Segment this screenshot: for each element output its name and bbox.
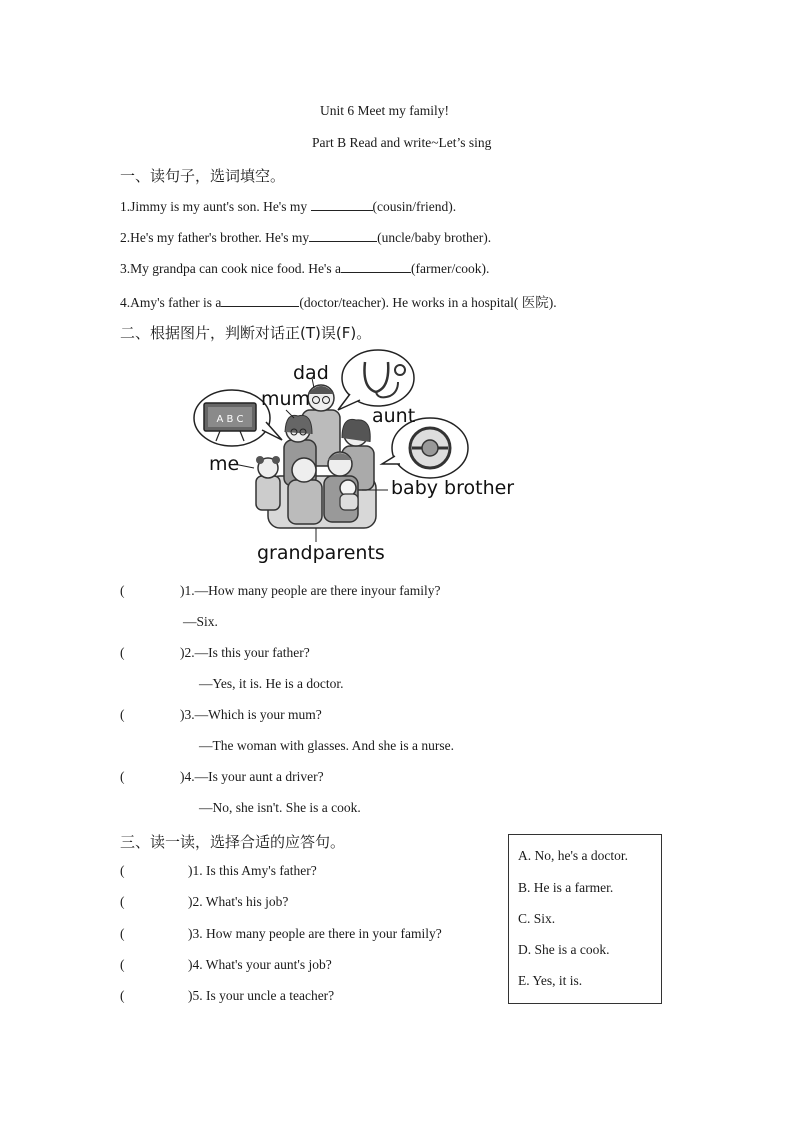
board-text: A B C	[216, 414, 244, 425]
section1-item-2: 2.He's my father's brother. He's my (uncle/baby brother).	[120, 230, 492, 245]
section2-answer-2: —Yes, it is. He is a doctor.	[199, 676, 344, 691]
answer-blank[interactable]	[341, 260, 411, 273]
me-figure	[256, 456, 280, 510]
answer-blank[interactable]	[309, 229, 377, 242]
section3-question-4: ( )4. What's your aunt's job?	[120, 957, 332, 972]
page-title: Unit 6 Meet my family!	[320, 103, 449, 118]
section3-heading: 三、读一读，选择合适的应答句。	[120, 833, 346, 851]
label-me: me	[209, 453, 240, 475]
section2-answer-1: —Six.	[183, 614, 218, 629]
option-a: A. No, he's a doctor.	[518, 848, 629, 863]
section3-question-2: ( )2. What's his job?	[120, 894, 289, 909]
page-subtitle: Part B Read and write~Let’s sing	[312, 135, 492, 150]
speech-bubble-steering-wheel	[382, 418, 468, 478]
answer-paren[interactable]: (	[120, 926, 125, 941]
section1-item-4: 4.Amy's father is a (doctor/teacher). He works in a hospital( 医院).	[120, 295, 557, 310]
section1-heading: 一、读句子，选词填空。	[120, 167, 286, 185]
answer-blank[interactable]	[311, 198, 373, 211]
section2-item-1: ( )1.—How many people are there inyour family?	[120, 583, 441, 598]
label-mum: mum	[261, 388, 311, 410]
answer-paren[interactable]: (	[120, 583, 125, 598]
option-d: D. She is a cook.	[518, 942, 610, 957]
section1-item-3: 3.My grandpa can cook nice food. He's a (farmer/cook).	[120, 261, 490, 276]
label-grandparents: grandparents	[257, 542, 385, 564]
section2-heading: 二、根据图片，判断对话正(T)误(F)。	[120, 324, 372, 342]
speech-bubble-stethoscope	[338, 350, 414, 410]
baby-brother-figure	[340, 480, 358, 510]
answer-paren[interactable]: (	[120, 988, 125, 1003]
label-baby-brother: baby brother	[391, 477, 515, 499]
answer-paren[interactable]: (	[120, 894, 125, 909]
answer-blank[interactable]	[221, 294, 299, 307]
family-illustration	[190, 348, 530, 570]
section2-item-4: ( )4.—Is your aunt a driver?	[120, 769, 324, 784]
label-aunt: aunt	[372, 405, 416, 427]
answer-paren[interactable]: (	[120, 769, 125, 784]
answer-paren[interactable]: (	[120, 707, 125, 722]
section2-item-3: ( )3.—Which is your mum?	[120, 707, 322, 722]
option-c: C. Six.	[518, 911, 556, 926]
option-b: B. He is a farmer.	[518, 880, 614, 895]
section2-answer-4: —No, she isn't. She is a cook.	[199, 800, 361, 815]
option-e: E. Yes, it is.	[518, 973, 583, 988]
label-dad: dad	[293, 362, 329, 384]
section2-answer-3: —The woman with glasses. And she is a nurse.	[199, 738, 454, 753]
section3-question-5: ( )5. Is your uncle a teacher?	[120, 988, 335, 1003]
section3-question-3: ( )3. How many people are there in your family?	[120, 926, 442, 941]
answer-paren[interactable]: (	[120, 863, 125, 878]
answer-paren[interactable]: (	[120, 645, 125, 660]
section1-item-1: 1.Jimmy is my aunt's son. He's my (cousin/friend).	[120, 199, 457, 214]
section2-item-2: ( )2.—Is this your father?	[120, 645, 310, 660]
answer-paren[interactable]: (	[120, 957, 125, 972]
section3-question-1: ( )1. Is this Amy's father?	[120, 863, 317, 878]
